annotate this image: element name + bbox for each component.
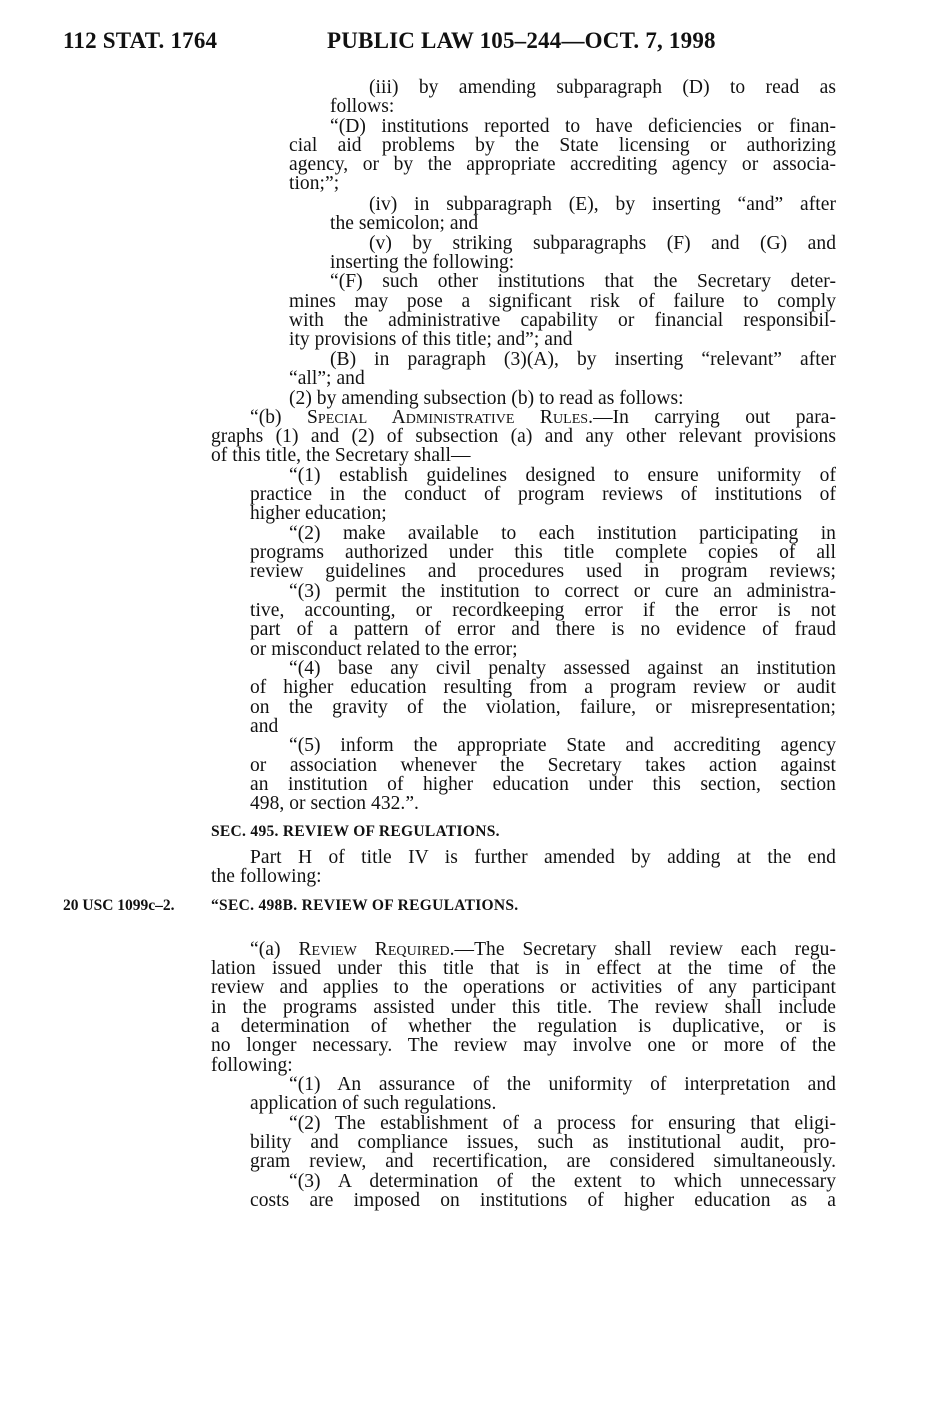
text-line: (iv) in subparagraph (E), by inserting “and” after <box>369 194 836 215</box>
text-line: “(3) permit the institution to correct or cure an administra- <box>289 581 836 602</box>
text-line: “(a) Review Required.—The Secretary shall review each regu- <box>250 939 836 960</box>
text-line: with the administrative capability or financial responsibil- <box>289 310 836 331</box>
text-line: (2) by amending subsection (b) to read as follows: <box>289 388 684 409</box>
text-line: “(1) establish guidelines designed to ensure uniformity of <box>289 465 836 486</box>
text-line: tion;”; <box>289 173 340 194</box>
text-line: tive, accounting, or recordkeeping error if the error is not <box>250 600 836 621</box>
text-line: “all”; and <box>289 368 365 389</box>
text-line: in the programs assisted under this title. The review shall include <box>211 997 836 1018</box>
text-line: the semicolon; and <box>330 213 479 234</box>
text-line: review guidelines and procedures used in program reviews; <box>250 561 836 582</box>
text-line: the following: <box>211 866 322 887</box>
text-line: bility and compliance issues, such as institutional audit, pro- <box>250 1132 836 1153</box>
text-line: “(b) Special Administrative Rules.—In carrying out para- <box>250 407 836 428</box>
text-line: “(2) The establishment of a process for ensuring that eligi- <box>289 1113 836 1134</box>
text-line: programs authorized under this title complete copies of all <box>250 542 836 563</box>
margin-usc-citation: 20 USC 1099c–2. <box>63 897 175 914</box>
section-heading: “SEC. 498B. REVIEW OF REGULATIONS. <box>211 897 519 914</box>
text-line: graphs (1) and (2) of subsection (a) and any other relevant provisions <box>211 426 836 447</box>
text-line: practice in the conduct of program reviews of institutions of <box>250 484 836 505</box>
text-line: cial aid problems by the State licensing or authorizing <box>289 135 836 156</box>
text-line: “(F) such other institutions that the Secretary deter- <box>330 271 836 292</box>
text-line: lation issued under this title that is in effect at the time of the <box>211 958 836 979</box>
text-line: gram review, and recertification, are considered simultaneously. <box>250 1151 836 1172</box>
text-line: follows: <box>330 96 395 117</box>
section-heading: SEC. 495. REVIEW OF REGULATIONS. <box>211 823 500 840</box>
page-stat-citation: 112 STAT. 1764 <box>63 28 218 53</box>
text-line: of higher education resulting from a program review or audit <box>250 677 836 698</box>
text-line: agency, or by the appropriate accrediting agency or associa- <box>289 154 836 175</box>
text-line: ity provisions of this title; and”; and <box>289 329 573 350</box>
text-line: “(5) inform the appropriate State and accrediting agency <box>289 735 836 756</box>
text-line: part of a pattern of error and there is no evidence of fraud <box>250 619 836 640</box>
text-line: an institution of higher education under this section, section <box>250 774 836 795</box>
text-line: inserting the following: <box>330 252 515 273</box>
text-line: costs are imposed on institutions of higher education as a <box>250 1190 836 1211</box>
text-line: and <box>250 716 279 737</box>
text-line: of this title, the Secretary shall— <box>211 445 471 466</box>
text-line: application of such regulations. <box>250 1093 497 1114</box>
text-line: “(3) A determination of the extent to which unnecessary <box>289 1171 836 1192</box>
text-line: “(2) make available to each institution participating in <box>289 523 836 544</box>
text-line: higher education; <box>250 503 387 524</box>
text-line: or misconduct related to the error; <box>250 639 518 660</box>
text-line: “(4) base any civil penalty assessed against an institution <box>289 658 836 679</box>
text-line: “(1) An assurance of the uniformity of interpretation and <box>289 1074 836 1095</box>
text-line: mines may pose a significant risk of failure to comply <box>289 291 836 312</box>
text-line: (B) in paragraph (3)(A), by inserting “relevant” after <box>330 349 836 370</box>
page-law-header: PUBLIC LAW 105–244—OCT. 7, 1998 <box>327 28 716 53</box>
text-line: (iii) by amending subparagraph (D) to read as <box>369 77 836 98</box>
text-line: (v) by striking subparagraphs (F) and (G) and <box>369 233 836 254</box>
text-line: on the gravity of the violation, failure, or misrepresentation; <box>250 697 836 718</box>
text-line: review and applies to the operations or activities of any participant <box>211 977 836 998</box>
text-line: or association whenever the Secretary takes action against <box>250 755 836 776</box>
subsection-heading: Special Administrative Rules <box>307 407 589 428</box>
text-line: “(D) institutions reported to have deficiencies or finan- <box>330 116 836 137</box>
text-line: 498, or section 432.”. <box>250 793 419 814</box>
text-line: no longer necessary. The review may involve one or more of the <box>211 1035 836 1056</box>
text-line: following: <box>211 1055 293 1076</box>
subsection-heading: Review Required <box>298 939 450 960</box>
text-line: Part H of title IV is further amended by adding at the end <box>250 847 836 868</box>
text-line: a determination of whether the regulation is duplicative, or is <box>211 1016 836 1037</box>
